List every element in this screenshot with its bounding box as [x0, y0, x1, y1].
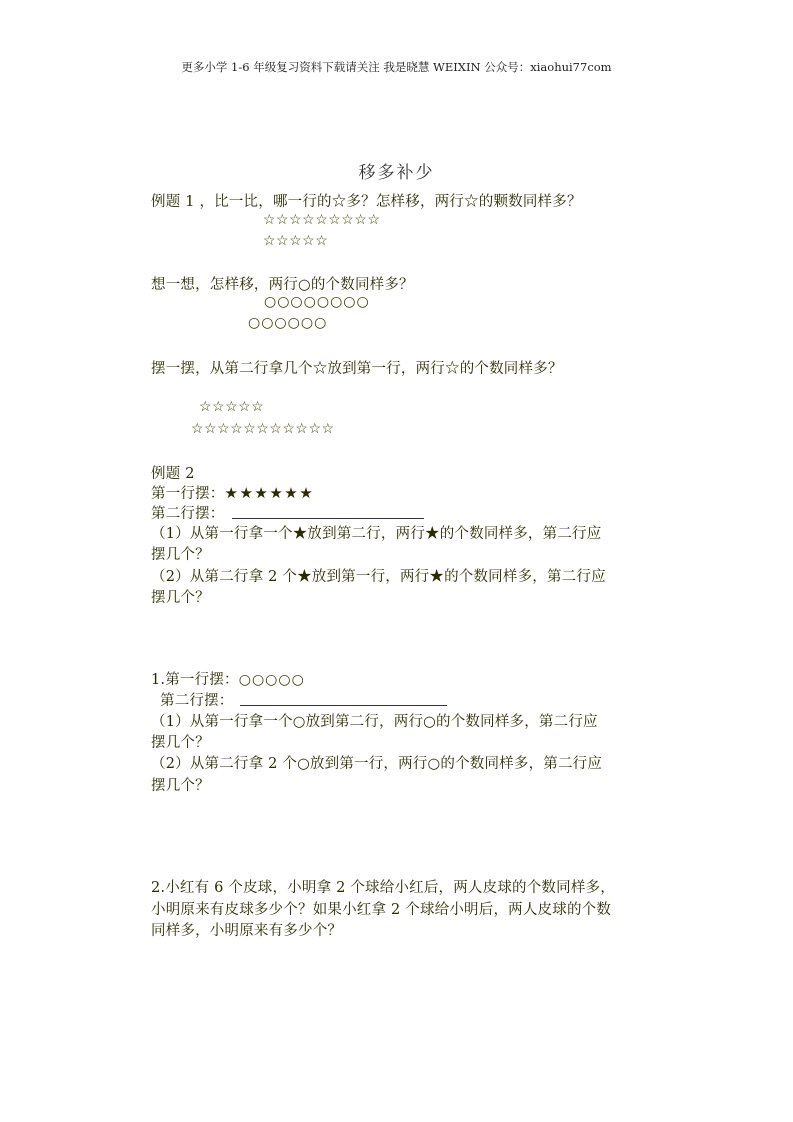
circle-values: ○○○○○	[238, 672, 305, 688]
example2-row1	[151, 482, 314, 503]
circle-row-2: ○○○○○○	[248, 315, 328, 331]
answer-blank[interactable]	[240, 705, 447, 706]
exercise2-line2: 小明原来有皮球多少个？如果小红拿 2 个球给小明后，两人皮球的个数	[151, 902, 612, 918]
exercise1-q1-line1: （1）从第一行拿一个○放到第二行，两行○的个数同样多，第二行应	[151, 714, 598, 730]
example2-heading: 例题 2	[151, 466, 195, 482]
star-row-4: ☆☆☆☆☆☆☆☆☆☆☆	[191, 421, 335, 437]
page-title: 移多补少	[358, 163, 435, 183]
solid-stars: ★★★★★★	[224, 484, 315, 502]
exercise1-q1-line2: 摆几个？	[151, 735, 210, 751]
arrange-question: 摆一摆，从第二行拿几个☆放到第一行，两行☆的个数同样多？	[151, 361, 563, 377]
example2-q2-line1: （2）从第二行拿 2 个★放到第一行，两行★的个数同样多，第二行应	[151, 569, 606, 585]
example2-q2-line2: 摆几个？	[151, 590, 210, 606]
exercise1-row2-label: 第二行摆：	[160, 693, 234, 709]
think-question: 想一想，怎样移，两行○的个数同样多？	[151, 277, 414, 293]
star-row-1: ☆☆☆☆☆☆☆☆☆	[263, 212, 381, 228]
exercise2-line3: 同样多，小明原来有多少个？	[151, 923, 343, 939]
star-row-3: ☆☆☆☆☆	[199, 399, 265, 415]
example2-q1-line1: （1）从第一行拿一个★放到第二行，两行★的个数同样多，第二行应	[151, 526, 602, 542]
exercise1-row1	[151, 668, 305, 689]
example1-question: 例题 1 ，比一比，哪一行的☆多？怎样移，两行☆的颗数同样多？	[151, 194, 582, 210]
example2-row2-label: 第二行摆：	[151, 506, 225, 522]
answer-blank[interactable]	[232, 518, 424, 519]
example2-q1-line2: 摆几个？	[151, 547, 210, 563]
exercise1-q2-line2: 摆几个？	[151, 778, 210, 794]
exercise1-q2-line1: （2）从第二行拿 2 个○放到第一行，两行○的个数同样多，第二行应	[151, 756, 603, 772]
star-row-2: ☆☆☆☆☆	[263, 233, 329, 249]
page-header: 更多小学 1-6 年级复习资料下载请关注 我是晓慧 WEIXIN 公众号：xiaohui77com	[181, 60, 612, 74]
row1-label: 第一行摆：	[151, 486, 225, 502]
exercise2-line1: 2.小红有 6 个皮球，小明拿 2 个球给小红后，两人皮球的个数同样多，	[151, 880, 615, 896]
circle-row-1: ○○○○○○○○	[264, 294, 370, 310]
row1-label: 1.第一行摆：	[151, 672, 239, 688]
